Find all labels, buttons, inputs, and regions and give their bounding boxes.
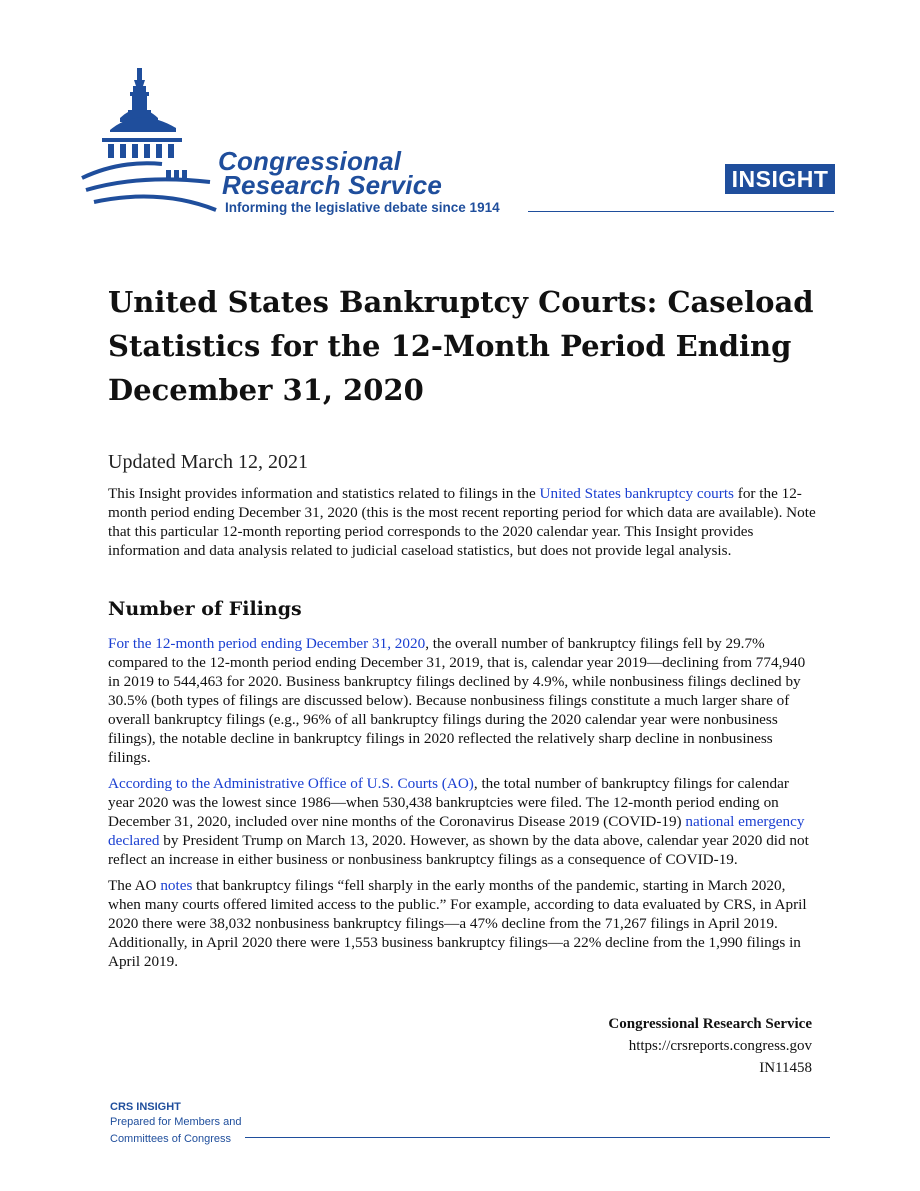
intro-text-end: for the 12-month period ending December 31, 2020 (this is the most recent reporting period for which data are available). Note that this particular 12-month reporting period corresponds to the 2020 calendar year. This Insight provides information and data analysis related to judicial caseload statistics, but does not provide legal analysis. xyxy=(108,485,816,559)
report-url: https://crsreports.congress.gov xyxy=(628,1038,812,1054)
insight-badge: INSIGHT xyxy=(725,164,835,194)
crs-logo xyxy=(80,66,840,226)
section-heading: Number of Filings xyxy=(108,598,302,620)
paragraph-3-text-end: that bankruptcy filings “fell sharply in the early months of the pandemic, starting in March 2020, when many courts offered limited access to the public.” For example, according to data evaluated by CRS, in April 2020 there were 38,032 nonbusiness bankruptcy filings—a 47% decline from the 71,267 filings in April 2019. Additionally, in April 2020 there were 1,553 business bankruptcy filings—a 22% decline from the 1,990 filings in April 2019. xyxy=(108,877,807,970)
page-title: United States Bankruptcy Courts: Caseload Statistics for the 12-Month Period Ending December 31, 2020 xyxy=(108,285,814,407)
crs-footer-line3: Committees of Congress xyxy=(110,1133,232,1145)
paragraph-3 xyxy=(108,876,818,971)
paragraph-2-text-mid: , the total number of bankruptcy filings for calendar year 2020 was the lowest since 1986—when 530,438 bankruptcies were filed. The 12-month period ending on December 31, 2020, included over nine months of the Coronavirus Disease 2019 (COVID-19) xyxy=(108,775,789,830)
national-emergency-link[interactable]: national emergency declared xyxy=(108,813,805,849)
paragraph-3-text-start: The AO xyxy=(108,877,161,894)
tagline-divider xyxy=(528,211,834,212)
intro-paragraph xyxy=(108,484,818,560)
ao-courts-link[interactable]: According to the Administrative Office of U.S. Courts (AO) xyxy=(108,775,474,792)
paragraph-2-text-end: by President Trump on March 13, 2020. However, as shown by the data above, calendar year 2020 did not reflect an increase in either business or nonbusiness bankruptcy filings as a consequence of COVID-19. xyxy=(108,832,809,868)
brand-name-line1: Congressional xyxy=(218,146,402,176)
footer-divider xyxy=(245,1137,830,1138)
brand-name-line2: Research Service xyxy=(222,170,443,200)
paragraph-2 xyxy=(108,774,818,869)
period-ending-link[interactable]: For the 12-month period ending December 31, 2020 xyxy=(108,635,426,652)
ao-notes-link[interactable]: notes xyxy=(160,877,193,894)
intro-section xyxy=(108,484,818,567)
crs-footer-title: CRS INSIGHT xyxy=(110,1101,181,1113)
report-org: Congressional Research Service xyxy=(608,1016,812,1032)
intro-text-start: This Insight provides information and statistics related to filings in the xyxy=(108,485,540,502)
brand-tagline: Informing the legislative debate since 1914 xyxy=(225,200,500,215)
crs-footer xyxy=(110,1100,241,1148)
capitol-dome-icon xyxy=(80,66,220,216)
crs-footer-line2: Prepared for Members and xyxy=(110,1116,242,1128)
paragraph-1-text: , the overall number of bankruptcy filings fell by 29.7% compared to the 12-month period ending December 31, 2019, that is, calendar year 2019—declining from 774,940 in 2019 to 544,463 for 2020. Business bankruptcy filings declined by 4.9%, while nonbusiness filings declined by 30.5% (both types of filings are discussed below). Because nonbusiness filings constitute a much larger share of overall bankruptcy filings (e.g., 96% of all bankruptcy filings during the 2020 calendar year were nonbusiness filings), the notable decline in bankruptcy filings in 2020 reflected the relatively sharp decline in nonbusiness filings. xyxy=(108,635,806,766)
updated-date: Updated March 12, 2021 xyxy=(108,451,308,473)
paragraph-1 xyxy=(108,634,818,767)
report-code: IN11458 xyxy=(759,1060,812,1076)
bankruptcy-courts-link[interactable]: United States bankruptcy courts xyxy=(539,485,734,502)
filings-section xyxy=(108,634,818,978)
report-info xyxy=(608,1013,812,1079)
